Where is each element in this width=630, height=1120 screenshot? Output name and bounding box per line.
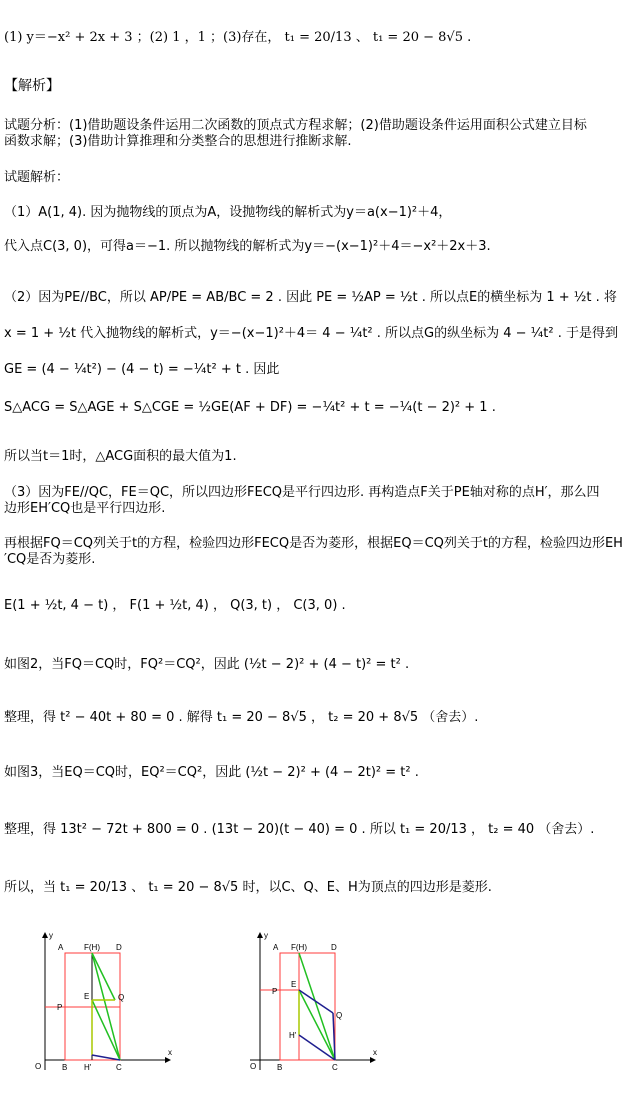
figure-2 xyxy=(10,930,180,1080)
fig2-c-label: C xyxy=(116,1063,122,1072)
part2-line-1: （2）因为PE//BC，所以 AP/PE = AB/BC = 2 . 因此 PE = ½AP = ½t . 所以点E的横坐标为 1 + ½t . 将 xyxy=(4,290,617,305)
part3-line-7: 整理，得 t² − 40t + 80 = 0 . 解得 t₁ = 20 − 8√5 ， t₂ = 20 + 8√5 （舍去）. xyxy=(4,710,479,725)
fig3-h-label: H' xyxy=(289,1031,297,1040)
fig3-o-label: O xyxy=(250,1062,257,1071)
part3-line-8: 如图3，当EQ＝CQ时，EQ²＝CQ²，因此 (½t − 2)² + (4 − 2t)² = t² . xyxy=(4,765,419,780)
part3-line-2: 边形EH′CQ也是平行四边形. xyxy=(4,501,166,516)
fig2-p-label: P xyxy=(57,1003,63,1012)
fig3-d-label: D xyxy=(331,943,337,952)
fig2-q-label: Q xyxy=(118,993,125,1002)
answer-line xyxy=(4,30,471,46)
analysis-line-2: 函数求解；(3)借助计算推理和分类整合的思想进行推断求解. xyxy=(4,134,352,149)
fig2-b-label: B xyxy=(62,1063,68,1072)
fig2-a-label: A xyxy=(58,943,64,952)
part3-line-6: 如图2，当FQ＝CQ时，FQ²＝CQ²，因此 (½t − 2)² + (4 − t)² = t² . xyxy=(4,657,410,672)
part3-line-4: ′CQ是否为菱形. xyxy=(4,552,96,567)
part2-line-2: x = 1 + ½t 代入抛物线的解析式，y＝−(x−1)²＋4＝ 4 − ¼t² . 所以点G的纵坐标为 4 − ¼t² . 于是得到 xyxy=(4,326,618,341)
fig2-d-label: D xyxy=(116,943,122,952)
part2-line-5: 所以当t＝1时，△ACG面积的最大值为1. xyxy=(4,449,237,464)
fig3-x-label: x xyxy=(373,1048,377,1057)
part1-line-2: 代入点C(3, 0)，可得a＝−1. 所以抛物线的解析式为y＝−(x−1)²＋4＝−x²＋2x＋3. xyxy=(4,239,491,254)
part3-line-3: 再根据FQ＝CQ列关于t的方程，检验四边形FECQ是否为菱形，根据EQ＝CQ列关于t的方程，检验四边形EH xyxy=(4,536,623,551)
fig3-p-label: P xyxy=(272,987,278,996)
part3-line-1: （3）因为FE//QC，FE＝QC，所以四边形FECQ是平行四边形. 再构造点F关于PE轴对称的点H′，那么四 xyxy=(4,485,600,500)
analysis-line-1: 试题分析：(1)借助题设条件运用二次函数的顶点式方程求解；(2)借助题设条件运用面积公式建立目标 xyxy=(4,118,587,133)
figure-3 xyxy=(215,930,385,1080)
fig2-y-label: y xyxy=(49,931,53,940)
fig3-y-label: y xyxy=(264,931,268,940)
part2-line-4: S△ACG = S△AGE + S△CGE = ½GE(AF + DF) = −¼t² + t = −¼(t − 2)² + 1 . xyxy=(4,400,496,415)
fig3-a-label: A xyxy=(273,943,279,952)
analysis-heading: 【解析】 xyxy=(4,78,60,94)
fig2-h-label: H' xyxy=(84,1063,92,1072)
fig2-e-label: E xyxy=(84,992,90,1001)
fig3-c-label: C xyxy=(332,1063,338,1072)
solution-label: 试题解析： xyxy=(4,170,70,185)
part2-line-3: GE = (4 − ¼t²) − (4 − t) = −¼t² + t . 因此 xyxy=(4,362,280,377)
fig3-fh-label: F(H) xyxy=(291,943,307,952)
part3-line-5: E(1 + ½t, 4 − t) ， F(1 + ½t, 4) ， Q(3, t) ， C(3, 0) . xyxy=(4,598,346,613)
fig3-e-label: E xyxy=(291,980,297,989)
fig3-b-label: B xyxy=(277,1063,283,1072)
fig3-q-label: Q xyxy=(336,1011,343,1020)
fig2-fh-label: F(H) xyxy=(84,943,100,952)
answer-text: (1) y＝−x² + 2x + 3 ；(2) 1 ，1 ；(3)存在， t₁ = 20/13 、 t₁ = 20 − 8√5 . xyxy=(4,30,472,45)
part1-line-1: （1）A(1, 4). 因为抛物线的顶点为A，设抛物线的解析式为y＝a(x−1)²＋4， xyxy=(4,205,452,220)
part3-line-9: 整理，得 13t² − 72t + 800 = 0 . (13t − 20)(t − 40) = 0 . 所以 t₁ = 20/13 ， t₂ = 40 （舍去）. xyxy=(4,822,595,837)
fig2-o-label: O xyxy=(35,1062,42,1071)
fig2-x-label: x xyxy=(168,1048,172,1057)
part3-line-10: 所以，当 t₁ = 20/13 、 t₁ = 20 − 8√5 时，以C、Q、E、H为顶点的四边形是菱形. xyxy=(4,880,492,895)
